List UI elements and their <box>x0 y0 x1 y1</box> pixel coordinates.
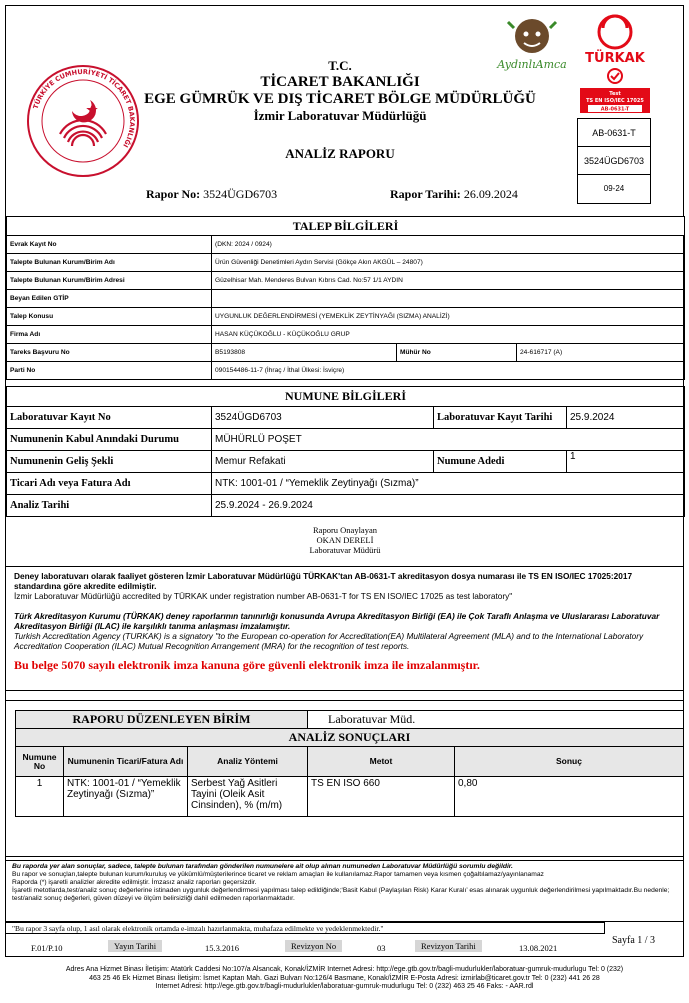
svg-text:Test: Test <box>609 91 621 97</box>
svg-text:TÜRKAK: TÜRKAK <box>585 51 645 66</box>
row-value: UYGUNLUK DEĞERLENDİRMESİ (YEMEKLİK ZEYTİNYAĞI (SIZMA) ANALİZİ) <box>212 308 685 326</box>
report-number-label: Rapor No: <box>146 187 201 201</box>
tareks-value: B5193808 <box>212 344 397 362</box>
row-label: Firma Adı <box>7 326 212 344</box>
report-number-value: 3524ÜGD6703 <box>203 187 278 201</box>
table-row <box>16 777 684 817</box>
header-ministry: TİCARET BAKANLIĞI <box>260 74 420 90</box>
trade-name-value: NTK: 1001-01 / “Yemeklik Zeytinyağı (Sızma)” <box>212 473 685 495</box>
e-signature-notice: Bu belge 5070 sayılı elektronik imza kanuna göre güvenli elektronik imza ile imzalanmıştır. <box>14 658 480 672</box>
note-line: Bu raporda yer alan sonuçlar, sadece, talepte bulunan tarafından gönderilen numunelere ait olup alınan numuneden Laboratuvar Müdürlüğü sorumlu değildir. <box>12 863 513 870</box>
lab-registration-date-value: 25.9.2024 <box>567 407 685 429</box>
publish-date-label: Yayın Tarihi <box>108 940 162 952</box>
table-row <box>7 407 685 429</box>
acceptance-state-value: MÜHÜRLÜ POŞET <box>212 429 685 451</box>
address-footer <box>5 966 684 992</box>
report-number <box>146 187 277 202</box>
report-date-label: Rapor Tarihi: <box>390 187 461 201</box>
report-date-value: 26.09.2024 <box>463 187 518 201</box>
analysis-date-value: 25.9.2024 - 26.9.2024 <box>212 495 685 517</box>
note-line: İşaretli metotlarda,test/analiz sonuç değerlerine istinaden uygunluk değerlendirmesi yapılması talep edildiğinde;‘Basit Kabul (Paylaşılan Risk) Karar Kuralı’ esas alınarak uygunluk değerlendirilmesi yapılmaktadır.Bu nedenle; test/analiz sonuç değerleri, güven düzeyi ve ölçüm belirsizliği dahil edilmeden raporlanmaktadır. <box>12 887 670 902</box>
table-row <box>7 451 685 473</box>
result-analysis-method: Serbest Yağ Asitleri Tayini (Oleik Asit Cinsinden), % (m/m) <box>188 777 308 817</box>
accreditation-code: AB-0631-T <box>578 119 650 147</box>
page-number: Sayfa 1 / 3 <box>612 935 656 946</box>
seal-number-value: 24-616717 (A) <box>517 344 685 362</box>
lab-registration-no-label: Laboratuvar Kayıt No <box>7 407 212 429</box>
table-row <box>7 344 685 362</box>
revision-no-value: 03 <box>377 943 386 953</box>
approver-name: OKAN DERELİ <box>316 535 374 545</box>
row-label: Talepte Bulunan Kurum/Birim Adresi <box>7 272 212 290</box>
accreditation-en: İzmir Laboratuvar Müdürlüğü accredited by TÜRKAK under registration number AB-0631-T for TS EN ISO/IEC 17025 as test laboratory" <box>14 591 513 601</box>
acceptance-state-label: Numunenin Kabul Anındaki Durumu <box>7 429 212 451</box>
trade-name-label: Ticari Adı veya Fatura Adı <box>7 473 212 495</box>
approver-block <box>260 525 430 555</box>
header-tc: T.C. <box>328 58 352 73</box>
sample-count-label: Numune Adedi <box>434 451 567 473</box>
issuing-unit-value: Laboratuvar Müd. <box>308 711 684 729</box>
row-label: Evrak Kayıt No <box>7 236 212 254</box>
analysis-date-label: Analiz Tarihi <box>7 495 212 517</box>
row-value <box>212 290 685 308</box>
svg-text:TÜRKİYE CUMHURİYETİ TİCARET BA: TÜRKİYE CUMHURİYETİ TİCARET BAKANLIĞI <box>31 67 137 149</box>
table-row <box>7 236 685 254</box>
revision-no-label: Revizyon No <box>285 940 342 952</box>
svg-text:AB-0631-T: AB-0631-T <box>600 106 630 113</box>
lab-registration-date-label: Laboratuvar Kayıt Tarihi <box>434 407 567 429</box>
month-year-code: 09-24 <box>603 184 625 193</box>
analysis-results-title: ANALİZ SONUÇLARI <box>16 729 684 747</box>
row-label: Talepte Bulunan Kurum/Birim Adı <box>7 254 212 272</box>
header-titles <box>120 58 560 124</box>
form-info-row <box>5 937 684 957</box>
footer-line: Adres Ana Hizmet Binası İletişim: Atatürk Caddesi No:107/a Alsancak, Konak/İZMİR Internet Adresi: http://ege.gtb.gov.tr/bagli-mudurlukler/laboratuar-gumruk-mudurlugu Tel: 0 (232) <box>65 966 624 973</box>
result-sample-no: 1 <box>16 777 64 817</box>
accreditation-tr: Deney laboratuvarı olarak faaliyet gösteren İzmir Laboratuvar Müdürlüğü TÜRKAK'tan AB-0631-T akreditasyon dosya numarası ile TS EN ISO/IEC 17025:2017 standardına göre akredite edilmiştir. <box>14 571 633 591</box>
row-value: (DKN: 2024 / 0924) <box>212 236 685 254</box>
row-value: Ürün Güvenliği Denetimleri Aydın Servisi (Gökçe Akın AKGÜL – 24807) <box>212 254 685 272</box>
aydinli-amca-text: AydınlıAmca <box>497 58 567 71</box>
analysis-results-table <box>15 710 684 817</box>
header-laboratory: İzmir Laboratuvar Müdürlüğü <box>253 108 427 123</box>
report-date <box>390 187 518 202</box>
report-notes <box>5 860 684 922</box>
table-row <box>7 495 685 517</box>
sample-count-value: 1 <box>567 451 685 473</box>
lot-number-value: 090154486-11-7 (İhraç / İthal Ülkesi: İsviçre) <box>212 362 685 380</box>
column-header: Numunenin Ticari/Fatura Adı <box>64 747 188 777</box>
note-line: Raporda (*) işaretli analizler akredite edilmiştir. İmzasız analiz raporları geçersizdir. <box>12 879 257 886</box>
table-row <box>7 272 685 290</box>
approver-caption: Raporu Onaylayan <box>313 525 377 535</box>
lab-registration-code: 3524ÜGD6703 <box>578 147 650 175</box>
table-row <box>7 308 685 326</box>
revision-date-value: 13.08.2021 <box>519 943 558 953</box>
sample-info-table <box>6 386 685 517</box>
table-row <box>7 362 685 380</box>
seal-number-label: Mühür No <box>397 344 517 362</box>
request-info-title: TALEP BİLGİLERİ <box>7 217 685 236</box>
page-count-notice: "Bu rapor 3 sayfa olup, 1 asıl olarak elektronik ortamda e-imzalı hazırlanmakta, muhafaza edilmekte ve yedeklenmektedir." <box>5 922 605 934</box>
header-directorate: EGE GÜMRÜK VE DIŞ TİCARET BÖLGE MÜDÜRLÜĞÜ <box>144 91 536 107</box>
table-row <box>7 473 685 495</box>
publish-date-value: 15.3.2016 <box>205 943 239 953</box>
report-title: ANALİZ RAPORU <box>285 146 395 161</box>
column-header: Sonuç <box>455 747 684 777</box>
row-value: HASAN KÜÇÜKOĞLU - KÜÇÜKOĞLU GRUP <box>212 326 685 344</box>
result-value: 0,80 <box>455 777 684 817</box>
row-value: Güzelhisar Mah. Menderes Bulvarı Kıbrıs Cad. No:57 1/1 AYDIN <box>212 272 685 290</box>
issuing-unit-label: RAPORU DÜZENLEYEN BİRİM <box>16 711 308 729</box>
column-header: Numune No <box>16 747 64 777</box>
footer-line: 463 25 46 Ek Hizmet Binası İletişim: İsmet Kaptan Mah. Gazi Bulvarı No:126/4 Basmane, Konak/İZMİR E-Posta Adresi: izmirlab@ticaret.gov.tr Tel: 0 (232) 441 26 28 <box>89 974 600 982</box>
arrival-mode-value: Memur Refakati <box>212 451 434 473</box>
arrival-mode-label: Numunenin Geliş Şekli <box>7 451 212 473</box>
table-row <box>7 326 685 344</box>
accreditation-code-box <box>577 118 651 204</box>
approver-title: Laboratuvar Müdürü <box>309 545 381 555</box>
column-header: Analiz Yöntemi <box>188 747 308 777</box>
table-row <box>7 290 685 308</box>
accreditation-statement <box>5 566 684 691</box>
revision-date-label: Revizyon Tarihi <box>415 940 482 952</box>
form-code: F.01/P.10 <box>31 943 63 953</box>
result-standard: TS EN ISO 660 <box>308 777 455 817</box>
lot-number-label: Parti No <box>7 362 212 380</box>
request-info-table <box>6 216 685 380</box>
turkak-accreditation-mark <box>578 8 652 115</box>
sample-info-title: NUMUNE BİLGİLERİ <box>7 387 685 407</box>
row-label: Talep Konusu <box>7 308 212 326</box>
note-line: Bu rapor ve sonuçları,talepte bulunan kurum/kuruluş ve yükümlü/müşterilerince ticaret ve reklam amaçları ile kullanılamaz.Rapor tamamen veya kısmen çoğaltılamaz/yayınlanamaz <box>12 871 544 878</box>
svg-text:TS EN ISO/IEC 17025: TS EN ISO/IEC 17025 <box>586 98 644 104</box>
footer-line: Internet Adresi: http://ege.gtb.gov.tr/bagli-mudurlukler/laboratuar-gumruk-mudurlugu Tel: 0 (232) 463 25 46 Faks: - AAR.rdl <box>155 983 534 990</box>
row-label: Beyan Edilen GTİP <box>7 290 212 308</box>
table-row <box>7 429 685 451</box>
table-row <box>7 254 685 272</box>
lab-registration-no-value: 3524ÜGD6703 <box>212 407 434 429</box>
tareks-label: Tareks Başvuru No <box>7 344 212 362</box>
result-sample-name: NTK: 1001-01 / “Yemeklik Zeytinyağı (Sızma)” <box>64 777 188 817</box>
column-header: Metot <box>308 747 455 777</box>
mla-statement-en: Turkish Accreditation Agency (TURKAK) is a signatory "to the European co-operation for Accreditation(EA) Multilateral Agreement (MLA) and to the International Laboratory Accreditation Cooperation (ILAC) Mutual Recognition Arrangement (MRA) for the recognition of test reports. <box>14 631 644 651</box>
mla-statement-tr: Türk Akreditasyon Kurumu (TÜRKAK) deney raporlarının tanınırlığı konusunda Avrupa Akreditasyon Birliği (EA) ile Çok Taraflı Anlaşma ve Uluslararası Laboratuvar Akreditasyon Birliği (ILAC) ile karşılıklı tanıma anlaşması imzalamıştır. <box>14 611 660 631</box>
